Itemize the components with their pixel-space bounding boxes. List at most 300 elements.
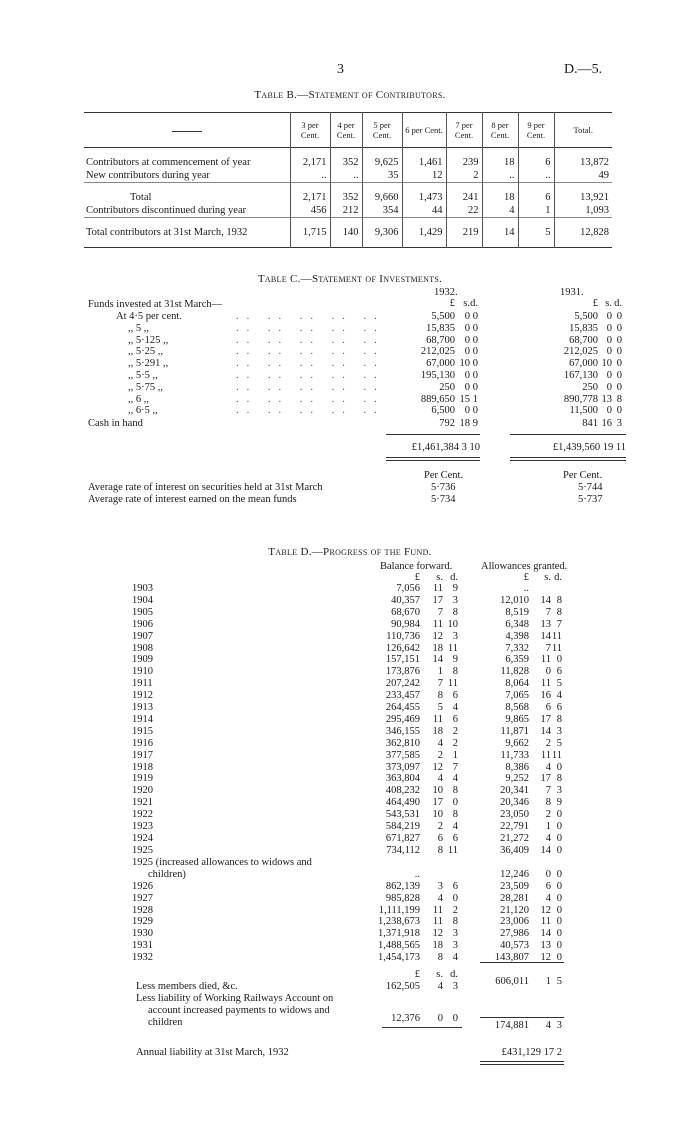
table-row bbox=[84, 204, 612, 218]
table-d-line bbox=[0, 940, 700, 952]
table-d-line bbox=[0, 785, 700, 797]
balance-value: 10 bbox=[432, 809, 443, 821]
table-c-line bbox=[0, 442, 700, 454]
allowance-value: 4 bbox=[545, 761, 551, 773]
investment-value-b-1: 0 bbox=[606, 322, 612, 334]
balance-value: 18 bbox=[432, 642, 443, 654]
investment-label: ,, 5·291 ,, bbox=[128, 358, 169, 370]
leader-dots: .. .. .. .. .. bbox=[236, 370, 385, 381]
allowance-value: 9,252 bbox=[505, 773, 529, 785]
table-d-line bbox=[0, 916, 700, 928]
allowance-value: 9 bbox=[556, 797, 562, 809]
allowance-value: 2 bbox=[545, 737, 551, 749]
row-label: New contributors during year bbox=[86, 170, 210, 181]
year-label: 1918 bbox=[132, 761, 153, 773]
avg-1932-1: 5·736 bbox=[431, 482, 456, 493]
table-cell: 49 bbox=[554, 169, 612, 183]
allowance-value: 7 bbox=[545, 785, 551, 797]
lsd-head-a: £ bbox=[414, 969, 420, 980]
allowance-value: 1 bbox=[545, 821, 551, 832]
allowance-value: 11 bbox=[540, 654, 551, 666]
investment-value-a-1: 0 bbox=[464, 322, 470, 334]
allowance-value: 0 bbox=[556, 952, 562, 964]
table-cell: 1,461 bbox=[402, 156, 446, 169]
allowance-value: 0 bbox=[545, 868, 551, 880]
balance-value: 11 bbox=[432, 916, 443, 928]
balance-value: 4 bbox=[437, 892, 443, 904]
table-header-cell: 4 per Cent. bbox=[330, 113, 362, 148]
cash-value-b-0: 841 bbox=[582, 418, 598, 429]
year-label: 1908 bbox=[132, 642, 153, 654]
table-d-line bbox=[0, 1020, 700, 1032]
investment-value-a-2: 1 bbox=[472, 393, 478, 405]
table-cell: 6 bbox=[518, 191, 554, 204]
table-b-header bbox=[84, 113, 612, 148]
investment-value-b-0: 212,025 bbox=[563, 346, 598, 358]
table-d-line bbox=[0, 1047, 700, 1059]
table-cell: 140 bbox=[330, 226, 362, 239]
balance-value: 2 bbox=[452, 737, 458, 749]
investment-value-a-1: 10 bbox=[459, 358, 470, 370]
table-c-line bbox=[0, 311, 700, 323]
table-c-line bbox=[0, 358, 700, 370]
investment-value-b-1: 13 bbox=[601, 393, 612, 405]
balance-value: 1,111,199 bbox=[378, 904, 420, 916]
table-d-line bbox=[0, 869, 700, 881]
lsd-head-b: £ bbox=[523, 572, 529, 583]
allowance-value: 9,865 bbox=[505, 713, 529, 725]
table-cell: 44 bbox=[402, 204, 446, 218]
investment-value-a-1: 0 bbox=[464, 334, 470, 346]
allowance-value: 11,828 bbox=[500, 666, 529, 678]
cash-value-b-2: 3 bbox=[616, 418, 622, 429]
investment-value-a-2: 0 bbox=[472, 334, 478, 346]
allowance-value: 2 bbox=[545, 809, 551, 821]
allowance-value: 0 bbox=[556, 868, 562, 880]
allowance-value: .. bbox=[523, 583, 529, 594]
page-number: 3 bbox=[337, 62, 344, 77]
investment-value-b-1: 0 bbox=[606, 346, 612, 358]
allowance-value: 7 bbox=[556, 618, 562, 630]
less-total-value: 4 bbox=[545, 1020, 551, 1031]
balance-value: 363,804 bbox=[385, 773, 420, 785]
table-cell: 9,660 bbox=[362, 191, 402, 204]
rule bbox=[510, 460, 626, 461]
balance-head: Balance forward. bbox=[380, 561, 453, 572]
table-cell: .. bbox=[518, 169, 554, 183]
balance-value: 862,139 bbox=[385, 880, 420, 892]
balance-value: 10 bbox=[447, 618, 458, 630]
balance-value: 4 bbox=[437, 737, 443, 749]
less-total-value: 174,881 bbox=[494, 1020, 529, 1031]
table-c-line bbox=[0, 470, 700, 482]
table-d-title: Table D.—Progress of the Fund. bbox=[268, 546, 432, 558]
investment-value-b-2: 0 bbox=[616, 322, 622, 334]
allowance-value: 11 bbox=[540, 916, 551, 928]
year-label: 1905 bbox=[132, 606, 153, 618]
balance-value: 346,155 bbox=[385, 725, 420, 737]
table-cell: 219 bbox=[446, 226, 482, 239]
year-label: 1931 bbox=[132, 940, 153, 952]
balance-value: 373,097 bbox=[385, 761, 420, 773]
allowance-value: 6,359 bbox=[505, 654, 529, 666]
table-cell: 1,473 bbox=[402, 191, 446, 204]
table-cell: 9,306 bbox=[362, 226, 402, 239]
table-cell: 22 bbox=[446, 204, 482, 218]
table-cell: 212 bbox=[330, 204, 362, 218]
lsd-head-b: d. bbox=[614, 298, 622, 309]
balance-value: 8 bbox=[437, 690, 443, 702]
table-c-line bbox=[0, 299, 700, 311]
balance-value: 5 bbox=[437, 702, 443, 713]
balance-value: 464,490 bbox=[385, 797, 420, 809]
allowance-value: 13 bbox=[540, 940, 551, 952]
lsd-head-a: d. bbox=[470, 298, 478, 309]
allowance-value: 14 bbox=[540, 725, 551, 737]
allowance-value: 0 bbox=[556, 916, 562, 928]
balance-value: 12 bbox=[432, 928, 443, 940]
year-1932: 1932. bbox=[434, 287, 458, 298]
balance-value: 11 bbox=[432, 713, 443, 725]
table-row bbox=[84, 169, 612, 183]
table-c-line bbox=[0, 382, 700, 394]
lsd-head-b: £ bbox=[592, 298, 598, 309]
balance-value: 4 bbox=[437, 773, 443, 785]
investment-value-a-0: 5,500 bbox=[431, 311, 455, 322]
rule bbox=[480, 1064, 564, 1065]
balance-value: 7 bbox=[437, 678, 443, 690]
investment-value-b-2: 0 bbox=[616, 311, 622, 322]
balance-value: 4 bbox=[452, 702, 458, 713]
balance-value: 671,827 bbox=[385, 832, 420, 844]
rule bbox=[480, 962, 564, 963]
table-cell: 18 bbox=[482, 191, 518, 204]
year-label: 1926 bbox=[132, 880, 153, 892]
allowance-value: 27,986 bbox=[500, 928, 529, 940]
total-1931: £1,439,560 19 11 bbox=[552, 442, 626, 453]
investment-value-b-0: 11,500 bbox=[569, 405, 598, 417]
year-label: 1904 bbox=[132, 594, 153, 606]
investment-value-a-0: 889,650 bbox=[420, 393, 455, 405]
investment-label: ,, 5·125 ,, bbox=[128, 334, 169, 346]
allowance-value: 6 bbox=[556, 702, 562, 713]
table-cell: 456 bbox=[290, 204, 330, 218]
table-d-line bbox=[0, 928, 700, 940]
less-died-value: 4 bbox=[437, 981, 443, 992]
table-row bbox=[84, 191, 612, 204]
balance-value: 68,670 bbox=[391, 606, 420, 618]
table-c-line bbox=[0, 482, 700, 494]
allowance-value: 4 bbox=[545, 892, 551, 904]
rule bbox=[510, 457, 626, 458]
allowance-value: 8 bbox=[556, 606, 562, 618]
lsd-head-a: £ bbox=[414, 572, 420, 583]
balance-value: 11 bbox=[447, 678, 458, 690]
investment-value-a-1: 15 bbox=[459, 393, 470, 405]
table-cell: 6 bbox=[518, 156, 554, 169]
investment-value-b-0: 890,778 bbox=[563, 393, 598, 405]
balance-value: 9 bbox=[452, 583, 458, 594]
balance-value: 2 bbox=[452, 904, 458, 916]
investment-value-a-0: 250 bbox=[439, 381, 455, 393]
leader-dots: .. .. .. .. .. bbox=[236, 346, 385, 358]
table-d-line bbox=[0, 893, 700, 905]
investment-value-b-0: 15,835 bbox=[569, 322, 598, 334]
table-d-line bbox=[0, 726, 700, 738]
table-c-line bbox=[0, 346, 700, 358]
balance-value: 18 bbox=[432, 940, 443, 952]
less-liability-label-3: children bbox=[148, 1017, 183, 1028]
row-label: Contributors discontinued during year bbox=[86, 205, 247, 216]
note-1925-children: children) bbox=[148, 868, 186, 880]
allowance-value: 23,006 bbox=[500, 916, 529, 928]
table-header-cell: 9 per Cent. bbox=[518, 113, 554, 148]
balance-value: 543,531 bbox=[385, 809, 420, 821]
allowance-value: 3 bbox=[556, 725, 562, 737]
balance-value: 11 bbox=[447, 844, 458, 856]
cash-value-a-1: 18 bbox=[459, 418, 470, 429]
table-row bbox=[84, 226, 612, 239]
investment-value-b-2: 0 bbox=[616, 334, 622, 346]
balance-value: 3 bbox=[437, 880, 443, 892]
table-b bbox=[84, 112, 612, 248]
allowance-value: 6 bbox=[545, 702, 551, 713]
year-label: 1924 bbox=[132, 832, 153, 844]
cash-value-b-1: 16 bbox=[601, 418, 612, 429]
balance-value: 0 bbox=[452, 892, 458, 904]
document-reference: D.—5. bbox=[564, 62, 603, 77]
allowance-value: 8,568 bbox=[505, 702, 529, 713]
table-header-cell: 7 per Cent. bbox=[446, 113, 482, 148]
table-d-line bbox=[0, 833, 700, 845]
allowance-value: 8 bbox=[556, 773, 562, 785]
less-liability-label-2: account increased payments to widows and bbox=[148, 1005, 330, 1016]
avg-label-1: Average rate of interest on securities held at 31st March bbox=[88, 482, 323, 493]
allowance-value: 11 bbox=[540, 678, 551, 690]
table-cell: 2 bbox=[446, 169, 482, 183]
allowance-value: 6 bbox=[545, 880, 551, 892]
allowance-value: 14 bbox=[540, 928, 551, 940]
allowance-value: 8 bbox=[556, 594, 562, 606]
allowance-value: 0 bbox=[556, 809, 562, 821]
allowance-value: 9,662 bbox=[505, 737, 529, 749]
allowance-value: 21,120 bbox=[500, 904, 529, 916]
allowance-value: 0 bbox=[556, 832, 562, 844]
investment-value-a-0: 68,700 bbox=[426, 334, 455, 346]
allowance-value: 8 bbox=[545, 797, 551, 809]
funds-heading: Funds invested at 31st March— bbox=[88, 299, 223, 310]
lsd-head-a: s. bbox=[436, 572, 443, 583]
table-cell: 354 bbox=[362, 204, 402, 218]
allowance-value: 36,409 bbox=[500, 844, 529, 856]
balance-value: 3 bbox=[452, 928, 458, 940]
investment-value-a-2: 0 bbox=[472, 311, 478, 322]
allowance-value: 14 bbox=[540, 630, 551, 642]
balance-value: 126,642 bbox=[385, 642, 420, 654]
table-b-corner bbox=[84, 113, 290, 148]
balance-value: 734,112 bbox=[386, 844, 420, 856]
investment-value-a-2: 0 bbox=[472, 346, 478, 358]
balance-value: 584,219 bbox=[385, 821, 420, 832]
balance-value: 8 bbox=[452, 809, 458, 821]
investment-value-a-2: 0 bbox=[472, 370, 478, 381]
less-liability-value: 12,376 bbox=[391, 1013, 420, 1024]
investment-value-a-1: 0 bbox=[464, 405, 470, 417]
less-liability-label-1: Less liability of Working Railways Account on bbox=[136, 993, 334, 1004]
balance-value: 8 bbox=[452, 606, 458, 618]
allowance-value: 11 bbox=[551, 630, 562, 642]
allowance-value: 0 bbox=[556, 892, 562, 904]
allowance-value: 8,386 bbox=[505, 761, 529, 773]
table-d-line bbox=[0, 666, 700, 678]
allowance-value: 3 bbox=[556, 785, 562, 797]
balance-value: 1,238,673 bbox=[378, 916, 420, 928]
allowance-sum: 1 bbox=[545, 976, 551, 987]
allowance-value: 14 bbox=[540, 844, 551, 856]
lsd-head-a: d. bbox=[450, 572, 458, 583]
table-cell: 13,921 bbox=[554, 191, 612, 204]
percent-head-a: Per Cent. bbox=[424, 470, 464, 481]
percent-head-b: Per Cent. bbox=[563, 470, 603, 481]
balance-value: 6 bbox=[452, 713, 458, 725]
table-d-line bbox=[0, 690, 700, 702]
lsd-head-b: s. bbox=[544, 572, 551, 583]
year-label: 1912 bbox=[132, 690, 153, 702]
investment-value-a-1: 0 bbox=[464, 381, 470, 393]
row-label: Total bbox=[130, 192, 152, 203]
leader-dots: .. .. .. .. .. bbox=[236, 322, 385, 334]
table-d-line bbox=[0, 762, 700, 774]
allowance-value: 0 bbox=[545, 666, 551, 678]
table-d-line bbox=[0, 821, 700, 833]
allowance-value: 0 bbox=[556, 761, 562, 773]
leader-dots: .. .. .. .. .. bbox=[236, 311, 385, 322]
table-row bbox=[84, 156, 612, 169]
table-d-line bbox=[0, 809, 700, 821]
rule bbox=[386, 460, 480, 461]
balance-value: 3 bbox=[452, 594, 458, 606]
allowance-value: 7,065 bbox=[505, 690, 529, 702]
table-cell: 352 bbox=[330, 191, 362, 204]
balance-value: 3 bbox=[452, 630, 458, 642]
allowance-value: 17 bbox=[540, 713, 551, 725]
year-label: 1915 bbox=[132, 725, 153, 737]
investment-value-b-2: 0 bbox=[616, 405, 622, 417]
balance-value: 2 bbox=[437, 821, 443, 832]
year-label: 1923 bbox=[132, 821, 153, 832]
allowance-value: 12,010 bbox=[500, 594, 529, 606]
balance-value: 8 bbox=[452, 916, 458, 928]
allowance-value: 0 bbox=[556, 928, 562, 940]
less-died-label: Less members died, &c. bbox=[136, 981, 238, 992]
year-label: 1930 bbox=[132, 928, 153, 940]
balance-value: 14 bbox=[432, 654, 443, 666]
allowance-value: 11 bbox=[551, 749, 562, 761]
rule bbox=[386, 434, 480, 435]
balance-value: 2 bbox=[437, 749, 443, 761]
investment-value-b-1: 0 bbox=[606, 334, 612, 346]
less-total-value: 3 bbox=[556, 1020, 562, 1031]
lsd-head-a: £ bbox=[449, 298, 455, 309]
table-cell: 1,715 bbox=[290, 226, 330, 239]
investment-value-b-0: 67,000 bbox=[569, 358, 598, 370]
allowance-value: 20,341 bbox=[500, 785, 529, 797]
investment-value-a-0: 67,000 bbox=[426, 358, 455, 370]
balance-value: .. bbox=[414, 868, 420, 880]
balance-value: 207,242 bbox=[385, 678, 420, 690]
allowance-value: 0 bbox=[556, 844, 562, 856]
table-cell: 12 bbox=[402, 169, 446, 183]
allowance-value: 6,348 bbox=[505, 618, 529, 630]
year-label: 1911 bbox=[132, 678, 153, 690]
balance-value: 0 bbox=[452, 797, 458, 809]
balance-value: 173,876 bbox=[385, 666, 420, 678]
table-cell: 13,872 bbox=[554, 156, 612, 169]
table-d-line bbox=[0, 773, 700, 785]
allowance-value: 8,064 bbox=[505, 678, 529, 690]
table-d-line bbox=[0, 583, 700, 595]
allowance-value: 4,398 bbox=[505, 630, 529, 642]
balance-value: 233,457 bbox=[385, 690, 420, 702]
balance-value: 12 bbox=[432, 761, 443, 773]
table-c-line bbox=[0, 323, 700, 335]
year-label: 1916 bbox=[132, 737, 153, 749]
year-label: 1920 bbox=[132, 785, 153, 797]
balance-value: 362,810 bbox=[385, 737, 420, 749]
cash-value-a-2: 9 bbox=[472, 418, 478, 429]
investment-value-a-0: 15,835 bbox=[426, 322, 455, 334]
investment-value-a-0: 6,500 bbox=[431, 405, 455, 417]
investment-value-a-2: 0 bbox=[472, 322, 478, 334]
table-cell: .. bbox=[290, 169, 330, 183]
allowance-value: 0 bbox=[556, 654, 562, 666]
table-d-line bbox=[0, 845, 700, 857]
year-label: 1919 bbox=[132, 773, 153, 785]
table-cell: 14 bbox=[482, 226, 518, 239]
investment-value-b-2: 0 bbox=[616, 346, 622, 358]
allowance-value: 5 bbox=[556, 678, 562, 690]
balance-value: 1,371,918 bbox=[378, 928, 420, 940]
investment-value-b-1: 0 bbox=[606, 381, 612, 393]
table-c-line bbox=[0, 418, 700, 430]
balance-value: 11 bbox=[432, 583, 443, 594]
balance-value: 6 bbox=[452, 690, 458, 702]
balance-value: 157,151 bbox=[385, 654, 420, 666]
table-d-line bbox=[0, 952, 700, 964]
investment-value-a-1: 0 bbox=[464, 346, 470, 358]
table-header-cell: 8 per Cent. bbox=[482, 113, 518, 148]
balance-value: 264,455 bbox=[385, 702, 420, 713]
avg-1931-2: 5·737 bbox=[578, 494, 603, 505]
allowance-value: 0 bbox=[556, 940, 562, 952]
allowance-value: 143,807 bbox=[494, 952, 529, 964]
leader-dots: .. .. .. .. .. bbox=[236, 393, 385, 405]
balance-value: 7,056 bbox=[396, 583, 420, 594]
balance-value: 11 bbox=[432, 904, 443, 916]
table-d-line bbox=[0, 993, 700, 1005]
table-header-cell: 5 per Cent. bbox=[362, 113, 402, 148]
balance-value: 377,585 bbox=[385, 749, 420, 761]
allowance-value: 4 bbox=[556, 690, 562, 702]
investment-value-a-0: 195,130 bbox=[420, 370, 455, 381]
balance-value: 90,984 bbox=[391, 618, 420, 630]
balance-value: 408,232 bbox=[385, 785, 420, 797]
allowance-value: 11,733 bbox=[500, 749, 529, 761]
allowance-value: 13 bbox=[540, 618, 551, 630]
table-d-line bbox=[0, 857, 700, 869]
lsd-head-a: s. bbox=[436, 969, 443, 980]
allowance-value: 7 bbox=[545, 642, 551, 654]
